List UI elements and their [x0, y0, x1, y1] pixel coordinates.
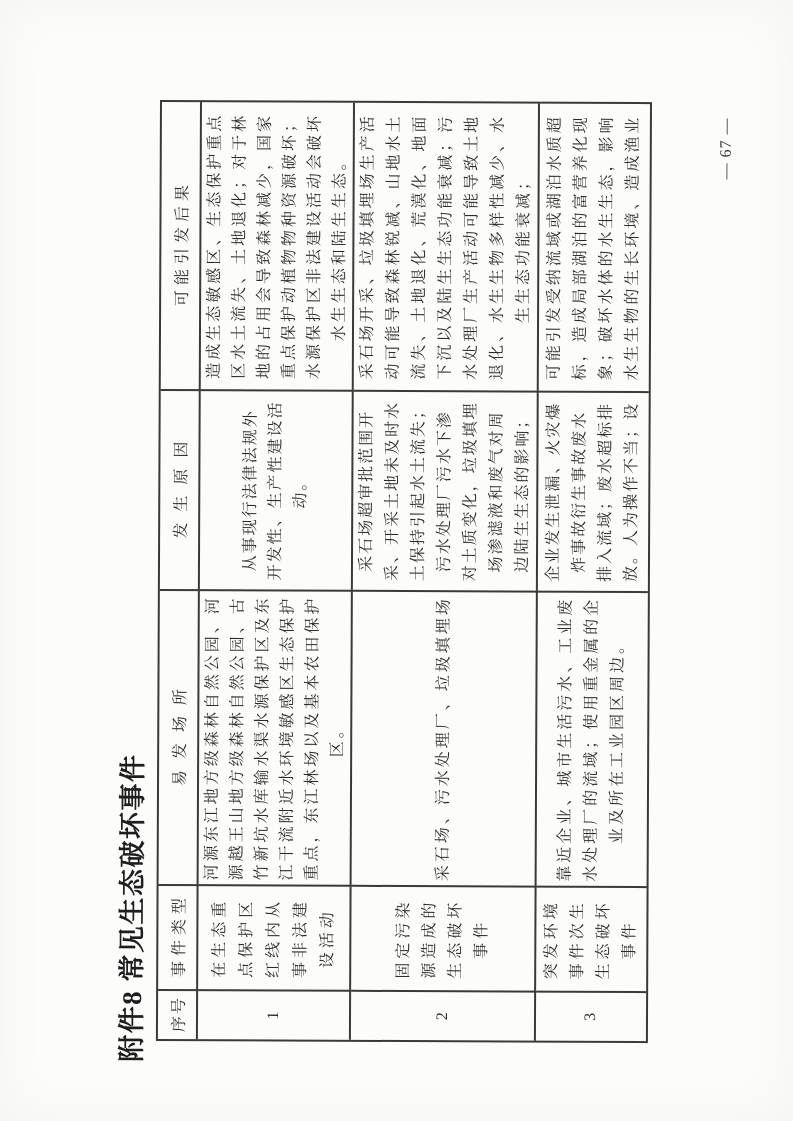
row3-cause-cell [538, 391, 649, 591]
row1-number-cell [198, 989, 351, 1040]
row2-number-cell [351, 990, 536, 1041]
row2-prone-locations: 采石场、污水处理厂、垃圾填埋场 [434, 596, 453, 882]
row3-number: 3 [581, 1012, 600, 1021]
header-cell-consequence [161, 102, 202, 389]
row1-prone-locations: 河源东江地方级森林自然公园、河 源越王山地方级森林自然公园、古 竹新坑水库输水渠水源保护区及东 江干流附近水环境敏感区生态保护 重点，东江林场以及基本农田保护 区。 [203, 595, 346, 881]
row1-consequence-cell [201, 102, 355, 390]
row1-cause: 从事现行法律法规外 开发性、生产性建设活 动。 [241, 400, 310, 581]
row3-number-cell [536, 991, 646, 1041]
header-cell-number [158, 989, 198, 1039]
header-label-number: 序号 [170, 996, 188, 1033]
row3-consequence: 可能引发受纳流域或湖泊水质超 标，造成局部湖泊的富营养化现 象；破坏水体的水生生态，影响 水生生物的生长环境、造成渔业 [545, 114, 642, 381]
row1-cause-cell [200, 389, 354, 590]
row3-event-type: 突发环境 事件次生 生态破坏 事件 [543, 899, 639, 980]
row3-consequence-cell [539, 104, 650, 391]
row1-prone-locations-cell [199, 589, 353, 885]
document-title: 附件8 常见生态破坏事件 [116, 753, 149, 1062]
row2-prone-locations-cell [352, 590, 538, 886]
row3-prone-locations: 靠近企业、城市生活污水、工业废 水处理厂的流域；使用重金属的企 业及所在工业园区周边。 [556, 596, 627, 882]
header-cell-prone-locations [159, 589, 200, 884]
row2-cause-cell [353, 390, 539, 591]
row1-event-type: 在生态重 点保护区 红线内从 事非法建 设活动 [211, 897, 337, 979]
row3-prone-locations-cell [537, 591, 648, 886]
row2-consequence: 采石场开采、垃圾填埋场生产活 动可能导致森林锐减、山地水土 流失、土地退化、荒漠化、地面 下沉以及陆生生态功能衰减；污 水处理厂生产活动可能导致土地 退化、水生生物多样性减少、水 生生态功能衰减； [358, 113, 533, 380]
row2-number: 2 [433, 1012, 451, 1021]
row3-cause: 企业发生泄漏、火灾爆 炸事故衍生事故废水 排入流域；废水超标排 放。人为操作不当；设 [544, 401, 641, 583]
row3-event-type-cell [536, 886, 646, 991]
header-cell-event-type [158, 884, 198, 989]
row2-event-type: 固定污染 源造成的 生态破坏 事件 [394, 898, 490, 979]
row2-consequence-cell [354, 103, 540, 391]
header-cell-cause [160, 389, 201, 589]
header-label-cause: 发生原因 [172, 430, 191, 539]
header-label-prone-locations: 易发场所 [171, 678, 189, 787]
header-label-event-type: 事件类型 [170, 893, 189, 978]
row2-event-type-cell [351, 885, 536, 991]
row1-consequence: 造成生态敏感区、生态保护重点 区水土流失、土地退化；对于林 地的占用会导致森林减少，国家 重点保护动植物物种资源破坏； 水源保护区非法建设活动会破坏 水生生态和陆生生态。 [205, 112, 349, 380]
header-label-consequence: 可能引发后果 [173, 180, 192, 307]
row2-cause: 采石场超审批范围开 采、开采土地未及时水 土保持引起水土流失； 污水处理厂污水下渗 对土质变化，垃圾填埋 场渗滤液和废气对周 边陆生生态的影响； [357, 400, 532, 582]
row1-number: 1 [264, 1011, 283, 1020]
page-number: — 67 — [717, 117, 735, 180]
ecological-events-table [156, 100, 652, 1043]
row1-event-type-cell [198, 884, 351, 990]
